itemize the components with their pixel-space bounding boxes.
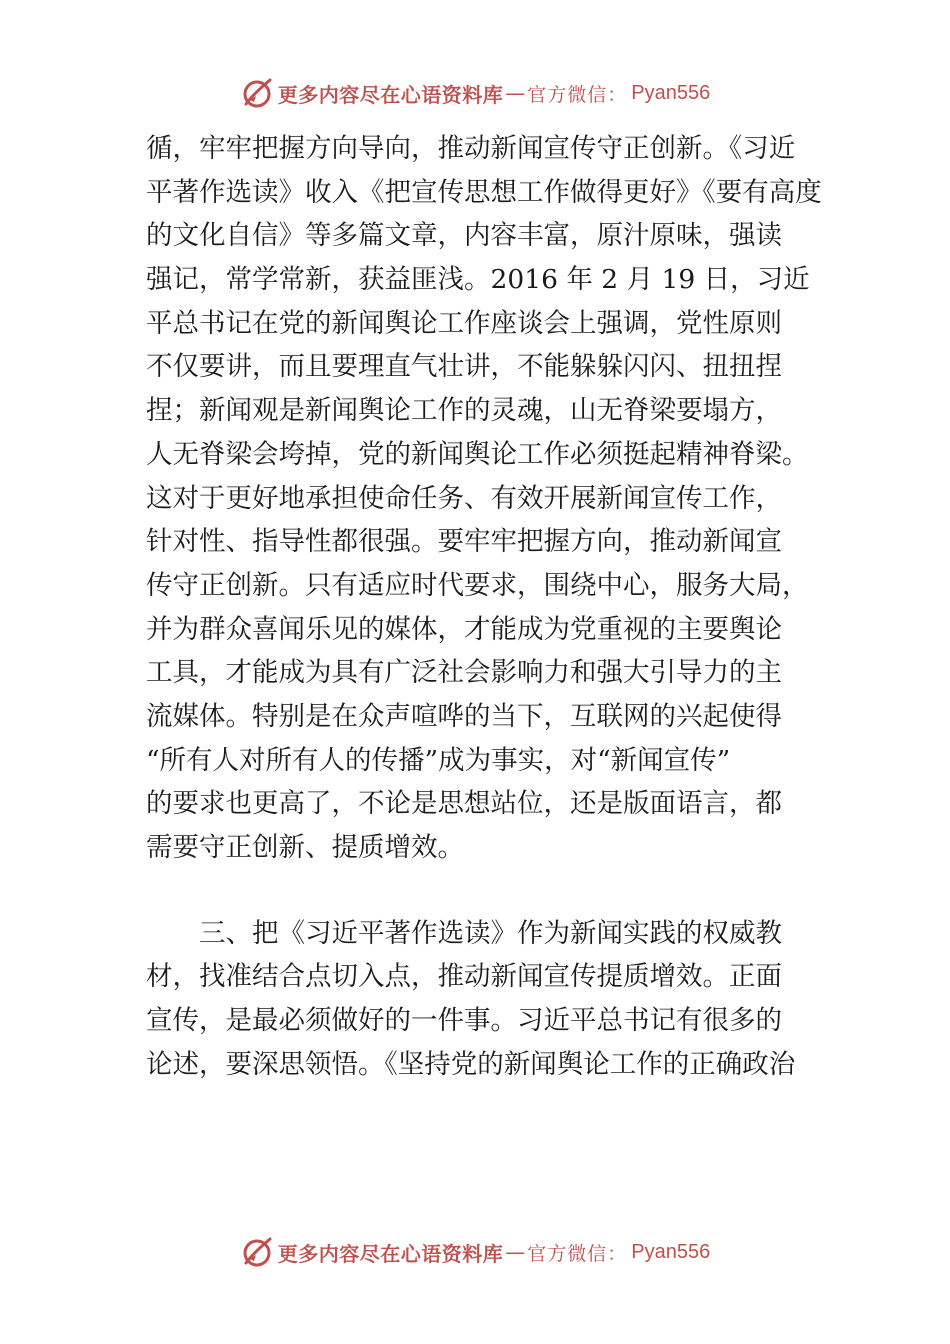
banner-text: 更多内容尽在心语资料库: [277, 1241, 504, 1266]
text-line: 平著作选读》收入《把宣传思想工作做得更好》《要有高度: [146, 176, 822, 208]
text-line: 的要求也更高了，不论是思想站位，还是版面语言，都: [146, 788, 782, 820]
text-line: 材，找准结合点切入点，推动新闻宣传提质增效。正面: [146, 961, 782, 993]
text-line: “所有人对所有人的传播”成为事实，对“新闻宣传”: [146, 744, 731, 776]
banner-contact-label: 官方微信：: [527, 1242, 628, 1265]
paragraph-2: [146, 912, 822, 1087]
text-line: 这对于更好地承担使命任务、有效开展新闻宣传工作，: [146, 482, 782, 514]
text-line: 针对性、指导性都很强。要牢牢把握方向，推动新闻宣: [146, 526, 782, 558]
header-watermark-banner: [0, 73, 950, 113]
brush-logo-icon: [240, 76, 274, 110]
paragraph-gap: [146, 870, 822, 912]
text-line: 循，牢牢把握方向导向，推动新闻宣传守正创新。《习近: [146, 133, 796, 164]
text-line: 平总书记在党的新闻舆论工作座谈会上强调，党性原则: [146, 307, 782, 339]
text-line: 不仅要讲，而且要理直气壮讲，不能躲躲闪闪、扭扭捏: [146, 351, 782, 383]
brush-logo-icon: [240, 1235, 274, 1269]
banner-contact-label: 官方微信：: [527, 83, 628, 106]
banner-dash: —: [505, 81, 526, 105]
banner-contact-id: Pyan556: [631, 81, 711, 104]
banner-text: 更多内容尽在心语资料库: [277, 82, 504, 107]
text-line: 捏；新闻观是新闻舆论工作的灵魂，山无脊梁要塌方，: [146, 395, 782, 427]
text-line: 强记，常学常新，获益匪浅。2016 年 2 月 19 日，习近: [146, 264, 810, 296]
text-line: 传守正创新。只有适应时代要求，围绕中心，服务大局，: [146, 569, 809, 601]
footer-watermark-banner: [0, 1232, 950, 1272]
text-line: 人无脊梁会垮掉，党的新闻舆论工作必须挺起精神脊梁。: [146, 438, 809, 470]
document-body: [146, 127, 822, 1086]
text-line: 宣传，是最必须做好的一件事。习近平总书记有很多的: [146, 1005, 782, 1037]
banner-dash: —: [505, 1240, 526, 1264]
text-line: 并为群众喜闻乐见的媒体，才能成为党重视的主要舆论: [146, 613, 782, 645]
text-line: 流媒体。特别是在众声喧哗的当下，互联网的兴起使得: [146, 700, 782, 732]
text-line: 的文化自信》等多篇文章，内容丰富，原汁原味，强读: [146, 220, 782, 252]
text-line: 工具，才能成为具有广泛社会影响力和强大引导力的主: [146, 657, 782, 689]
text-line: 论述，要深思领悟。《坚持党的新闻舆论工作的正确政治: [146, 1048, 796, 1080]
banner-contact-id: Pyan556: [631, 1240, 711, 1263]
text-line: 需要守正创新、提质增效。: [146, 832, 464, 863]
text-line: 三、把《习近平著作选读》作为新闻实践的权威教: [146, 917, 782, 949]
paragraph-1: [146, 127, 822, 870]
